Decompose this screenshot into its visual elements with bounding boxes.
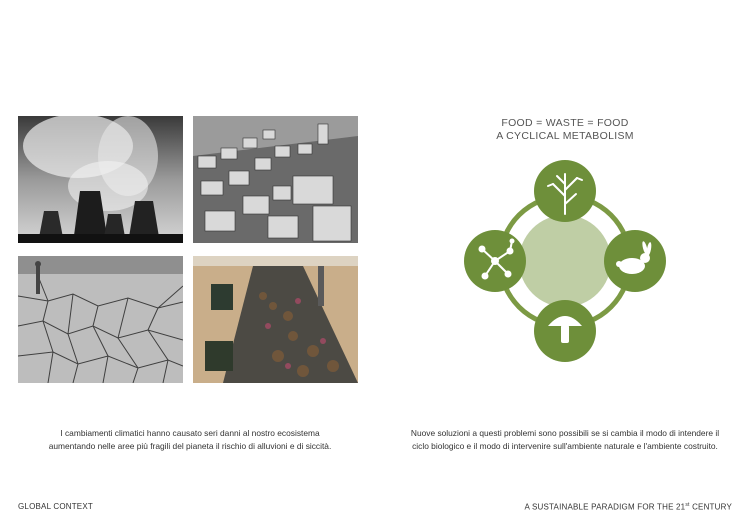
left-caption: I cambiamenti climatici hanno causato seri danni al nostro ecosistema aumentando nelle aree più fragili del pianeta il rischio di alluvioni e di siccità. bbox=[48, 428, 332, 451]
footer-right-suffix: CENTURY bbox=[689, 502, 732, 512]
cracked-earth-photo bbox=[18, 256, 183, 383]
rabbit-icon bbox=[604, 230, 666, 292]
flooded-street-photo bbox=[193, 256, 358, 383]
heading-cyclical-metabolism: A CYCLICAL METABOLISM bbox=[496, 130, 634, 142]
footer-right-prefix: A SUSTAINABLE PARADIGM FOR THE 21 bbox=[524, 502, 686, 512]
center-disc bbox=[519, 215, 611, 307]
footer-right-sup: st bbox=[685, 502, 690, 508]
heading-food-waste: FOOD = WASTE = FOOD bbox=[501, 117, 629, 129]
right-caption: Nuove soluzioni a questi problemi sono possibili se si cambia il modo di intendere il ciclo biologico e il modo di intervenire sull'ambiente naturale e l'ambiente costruito. bbox=[410, 428, 720, 451]
mushroom-icon bbox=[534, 300, 596, 362]
footer-sustainable-paradigm bbox=[524, 502, 732, 512]
tree-icon bbox=[534, 160, 596, 222]
metabolism-cycle-diagram bbox=[460, 156, 670, 366]
molecule-icon bbox=[464, 230, 526, 292]
footer-global-context: GLOBAL CONTEXT bbox=[18, 502, 93, 511]
traffic-jam-photo bbox=[193, 116, 358, 243]
cooling-towers-photo bbox=[18, 116, 183, 243]
